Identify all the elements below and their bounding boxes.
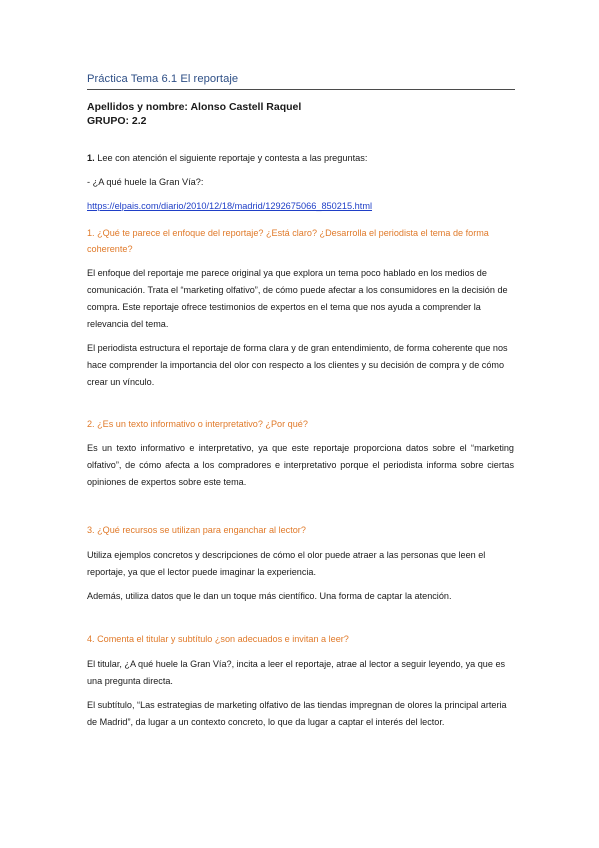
answer-2-paragraph-1: Es un texto informativo e interpretativo, ya que este reportaje proporciona datos sobre el “marketing olfativo”, de cómo afecta a los compradores e interpretativo porque el periodista informa sobre ciertas opiniones de expertos sobre este tema.	[87, 443, 514, 487]
question-3: 3. ¿Qué recursos se utilizan para enganchar al lector?	[87, 525, 306, 535]
question-4: 4. Comenta el titular y subtítulo ¿son adecuados e invitan a leer?	[87, 634, 349, 644]
answer-3-paragraph-2: Además, utiliza datos que le dan un toque más científico. Una forma de captar la atención.	[87, 591, 452, 601]
article-topic: - ¿A qué huele la Gran Vía?:	[87, 177, 204, 187]
answer-4-paragraph-2: El subtítulo, “Las estrategias de marketing olfativo de las tiendas impregnan de olores la principal arteria de Madrid”, da lugar a un contexto concreto, lo que da lugar a captar el interés del lector.	[87, 700, 507, 727]
instruction-number: 1.	[87, 153, 95, 163]
answer-3-paragraph-1: Utiliza ejemplos concretos y descripciones de cómo el olor puede atraer a las personas que leen el reportaje, ya que el lector puede imaginar la experiencia.	[87, 550, 486, 577]
group-label: GRUPO: 2.2	[87, 115, 147, 127]
document-title: Práctica Tema 6.1 El reportaje	[87, 73, 239, 85]
answer-1-paragraph-2: El periodista estructura el reportaje de forma clara y de gran entendimiento, de forma coherente que nos hace comprender la importancia del olor con respecto a los clientes y su decisión de compra y de cómo crear un vínculo.	[87, 343, 508, 387]
answer-4-paragraph-1: El titular, ¿A qué huele la Gran Vía?, incita a leer el reportaje, atrae al lector a seguir leyendo, ya que es una pregunta directa.	[87, 659, 506, 686]
document-content	[87, 72, 514, 731]
instruction-line	[87, 152, 514, 165]
instruction-text: Lee con atención el siguiente reportaje y contesta a las preguntas:	[94, 153, 368, 163]
answer-1-paragraph-1: El enfoque del reportaje me parece original ya que explora un tema poco hablado en los medios de comunicación. Trata el “marketing olfativo”, de cómo puede afectar a los consumidores en la decisión de compra. Este reportaje ofrece testimonios de expertos en el tema que nos ayuda a comprender la relevancia del tema.	[87, 268, 508, 329]
title-underline	[87, 89, 515, 90]
question-2: 2. ¿Es un texto informativo o interpretativo? ¿Por qué?	[87, 419, 308, 429]
question-1: 1. ¿Qué te parece el enfoque del reportaje? ¿Está claro? ¿Desarrolla el periodista el tema de forma coherente?	[87, 228, 489, 254]
article-link[interactable]: https://elpais.com/diario/2010/12/18/madrid/1292675066_850215.html	[87, 201, 373, 211]
student-name: Apellidos y nombre: Alonso Castell Raquel	[87, 101, 302, 113]
